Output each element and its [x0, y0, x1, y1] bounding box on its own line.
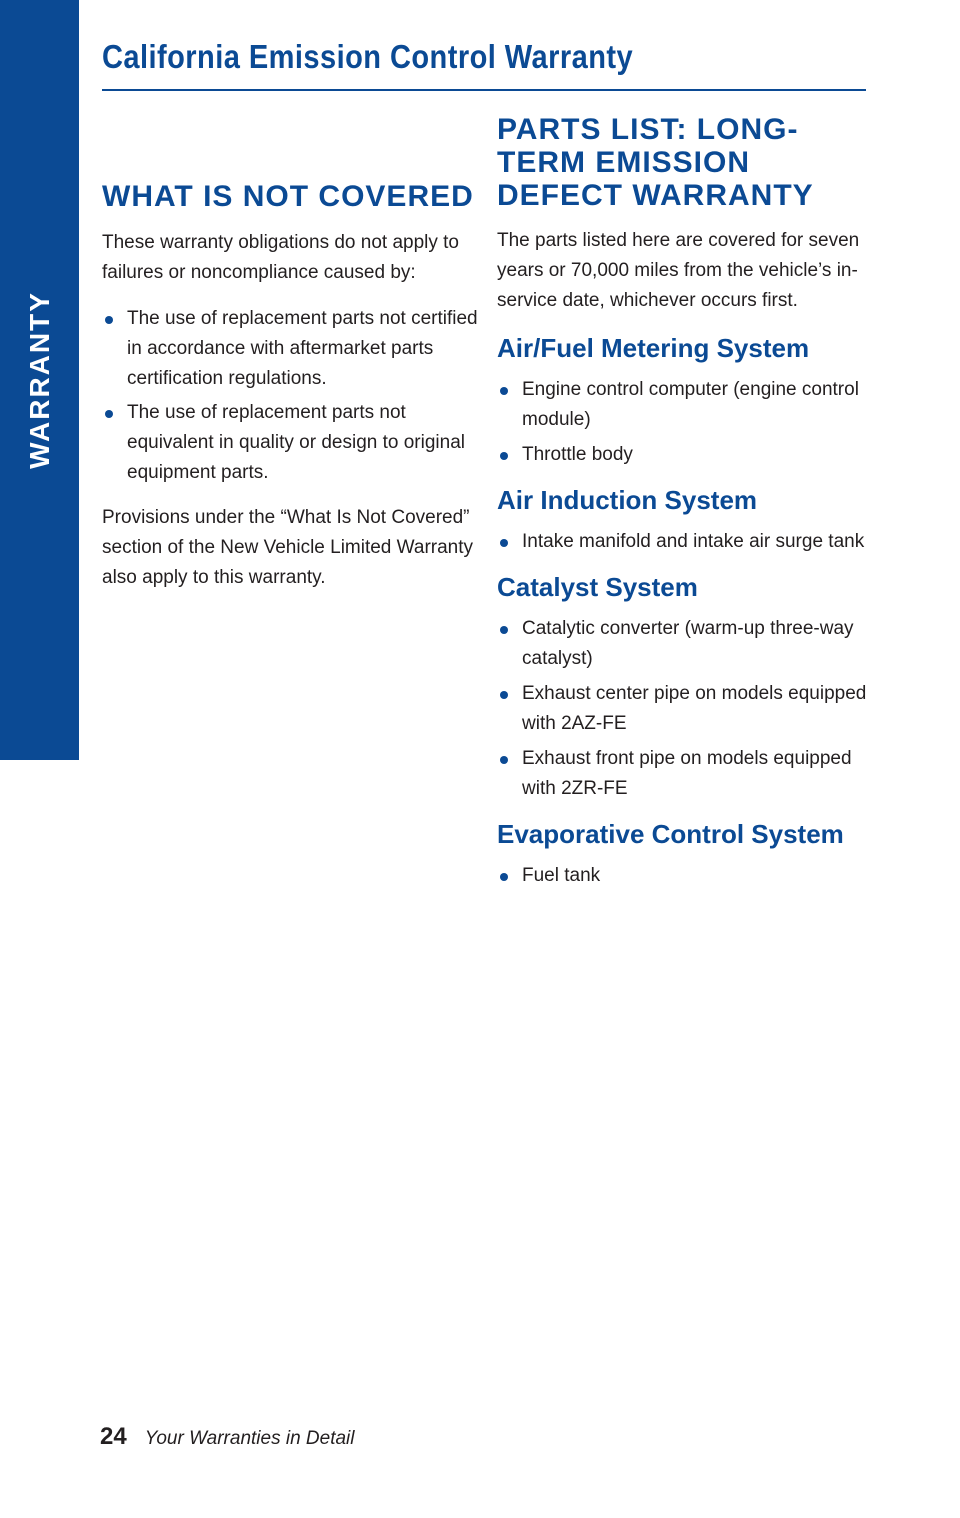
section-title-air-fuel: Air/Fuel Metering System: [497, 333, 810, 363]
parts-list-heading: PARTS LIST: LONG-TERM EMISSION DEFECT WARRANTY: [497, 113, 814, 212]
provisions-text: Provisions under the “What Is Not Covered” section of the New Vehicle Limited Warranty also apply to this warranty.: [102, 507, 474, 588]
bullet-icon: [500, 756, 508, 764]
parts-list-intro: The parts listed here are covered for seven years or 70,000 miles from the vehicle’s in-service date, whichever occurs first.: [497, 230, 860, 311]
bullet-icon: [500, 873, 508, 881]
list-item: [102, 304, 482, 394]
section-title-air-induction: Air Induction System: [497, 485, 758, 515]
list-item: [497, 527, 877, 557]
bullet-icon: [500, 387, 508, 395]
list-item-text: Catalytic converter (warm-up three-way catalyst): [522, 618, 854, 669]
bullet-icon: [500, 691, 508, 699]
air-fuel-list: [497, 375, 877, 470]
page-footer: [100, 1423, 355, 1451]
not-covered-intro: These warranty obligations do not apply to failures or noncompliance caused by:: [102, 232, 459, 283]
list-item-text: The use of replacement parts not equivalent in quality or design to original equipment parts.: [127, 402, 465, 483]
bullet-icon: [105, 410, 113, 418]
list-item: [497, 679, 877, 739]
bullet-icon: [105, 316, 113, 324]
not-covered-heading: WHAT IS NOT COVERED: [102, 180, 474, 213]
page-title: California Emission Control Warranty: [102, 38, 634, 75]
section-title-catalyst: Catalyst System: [497, 572, 698, 602]
list-item-text: Exhaust center pipe on models equipped with 2AZ-FE: [522, 683, 867, 734]
air-induction-list: [497, 527, 877, 557]
list-item: [497, 744, 877, 804]
list-item-text: Intake manifold and intake air surge tank: [522, 531, 865, 552]
list-item: [497, 614, 877, 674]
section-title-evaporative: Evaporative Control System: [497, 819, 844, 849]
footer-text: Your Warranties in Detail: [144, 1428, 355, 1449]
bullet-icon: [500, 626, 508, 634]
catalyst-list: [497, 614, 877, 804]
bullet-icon: [500, 539, 508, 547]
title-divider: [102, 89, 866, 91]
list-item-text: Fuel tank: [522, 865, 601, 886]
page-number: 24: [100, 1423, 127, 1450]
bullet-icon: [500, 452, 508, 460]
evaporative-list: [497, 861, 877, 891]
not-covered-list: [102, 304, 482, 488]
side-tab-label: WARRANTY: [24, 291, 55, 469]
list-item: [497, 440, 877, 470]
side-tab: [0, 0, 79, 760]
list-item: [497, 375, 877, 435]
list-item-text: Throttle body: [522, 444, 633, 465]
list-item-text: Engine control computer (engine control module): [522, 379, 859, 430]
list-item: [497, 861, 877, 891]
list-item: [102, 398, 482, 488]
list-item-text: The use of replacement parts not certified in accordance with aftermarket parts certification regulations.: [127, 308, 478, 389]
left-column: [102, 180, 482, 593]
right-column: [497, 113, 877, 891]
list-item-text: Exhaust front pipe on models equipped with 2ZR-FE: [522, 748, 852, 799]
